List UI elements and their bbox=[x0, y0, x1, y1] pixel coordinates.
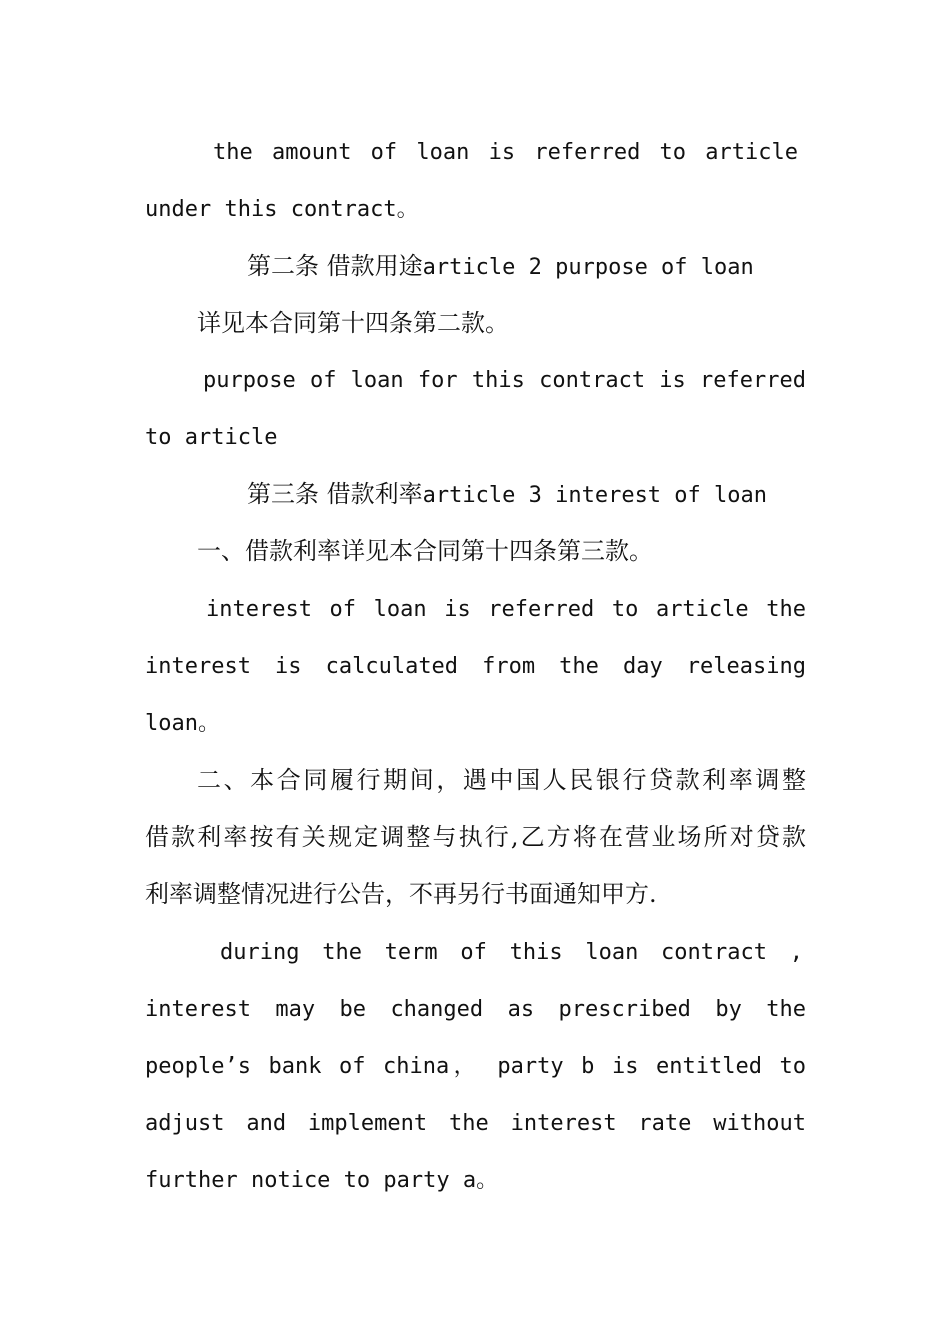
text-line: the amount of loan is referred to article bbox=[213, 140, 798, 165]
text-line: interest of loan is referred to article the bbox=[206, 597, 806, 622]
text-line: during the term of this loan contract , bbox=[220, 940, 803, 965]
text-line: interest is calculated from the day releasing bbox=[145, 654, 806, 679]
text-line: loan。 bbox=[145, 711, 220, 736]
text-line: purpose of loan for this contract is referred bbox=[203, 368, 806, 393]
article-heading-en: article 3 interest of loan bbox=[422, 483, 768, 508]
article-heading bbox=[247, 466, 775, 523]
text-line: 利率调整情况进行公告，不再另行书面通知甲方. bbox=[145, 880, 657, 908]
text-line: under this contract。 bbox=[145, 197, 419, 222]
text-line: 详见本合同第十四条第二款。 bbox=[197, 309, 509, 337]
article-heading-cn: 第二条 借款用途 bbox=[247, 252, 423, 280]
text-line: 借款利率按有关规定调整与执行,乙方将在营业场所对贷款 bbox=[145, 823, 806, 851]
article-heading-en: article 2 purpose of loan bbox=[422, 255, 754, 280]
article-heading-cn: 第三条 借款利率 bbox=[247, 480, 423, 508]
text-line: interest may be changed as prescribed by the bbox=[145, 997, 806, 1022]
text-line: 二、本合同履行期间，遇中国人民银行贷款利率调整 bbox=[197, 766, 806, 794]
article-heading bbox=[247, 238, 767, 295]
text-line: 一、借款利率详见本合同第十四条第三款。 bbox=[197, 537, 653, 565]
text-line: people’s bank of china， party b is entitled to bbox=[145, 1054, 806, 1079]
text-line: to article bbox=[145, 425, 278, 450]
text-line: adjust and implement the interest rate without bbox=[145, 1111, 806, 1136]
text-line: further notice to party a。 bbox=[145, 1168, 499, 1193]
